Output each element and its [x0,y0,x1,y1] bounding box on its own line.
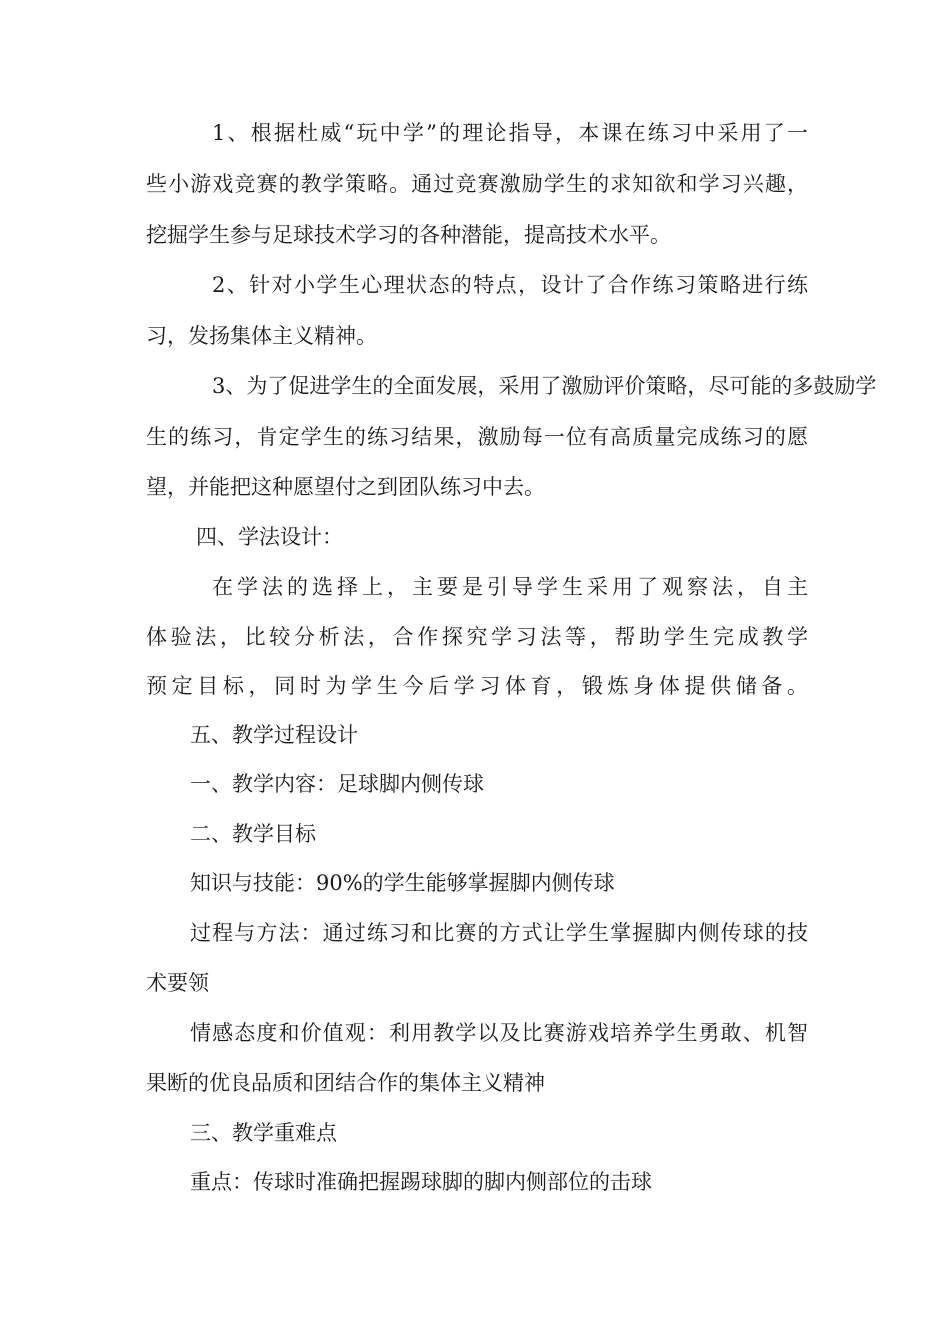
paragraph-line: 术要领 [146,971,209,995]
paragraph-line: 重点：传球时准确把握踢球脚的脚内侧部位的击球 [190,1170,652,1194]
section-heading: 五、教学过程设计 [190,723,358,747]
paragraph-line: 果断的优良品质和团结合作的集体主义精神 [146,1071,545,1095]
paragraph-line: 挖掘学生参与足球技术学习的各种潜能，提高技术水平。 [146,223,671,247]
paragraph-line: 情感态度和价值观：利用教学以及比赛游戏培养学生勇敢、机智 [190,1021,808,1045]
paragraph-line: 生的练习，肯定学生的练习结果，激励每一位有高质量完成练习的愿 [146,425,808,449]
paragraph-line: 习，发扬集体主义精神。 [146,324,377,348]
paragraph-line: 2、针对小学生心理状态的特点，设计了合作练习策略进行练 [212,273,808,297]
paragraph-line: 知识与技能：90%的学生能够掌握脚内侧传球 [190,871,615,895]
section-heading: 四、学法设计： [196,525,343,549]
paragraph-line: 在学法的选择上，主要是引导学生采用了观察法，自主 [212,575,808,599]
paragraph-line: 过程与方法：通过练习和比赛的方式让学生掌握脚内侧传球的技 [190,921,808,945]
subsection-heading: 一、教学内容：足球脚内侧传球 [190,772,484,796]
paragraph-line: 些小游戏竞赛的教学策略。通过竞赛激励学生的求知欲和学习兴趣， [146,172,808,196]
paragraph-line: 体验法，比较分析法，合作探究学习法等，帮助学生完成教学 [146,625,808,649]
subsection-heading: 二、教学目标 [190,822,316,846]
paragraph-line: 1、根据杜威“玩中学”的理论指导，本课在练习中采用了一 [212,121,808,145]
subsection-heading: 三、教学重难点 [190,1121,337,1145]
paragraph-line: 3、为了促进学生的全面发展，采用了激励评价策略，尽可能的多鼓励学 [212,374,877,398]
paragraph-line: 望，并能把这种愿望付之到团队练习中去。 [146,475,545,499]
paragraph-line: 预定目标，同时为学生今后学习体育，锻炼身体提供储备。 [146,674,808,698]
